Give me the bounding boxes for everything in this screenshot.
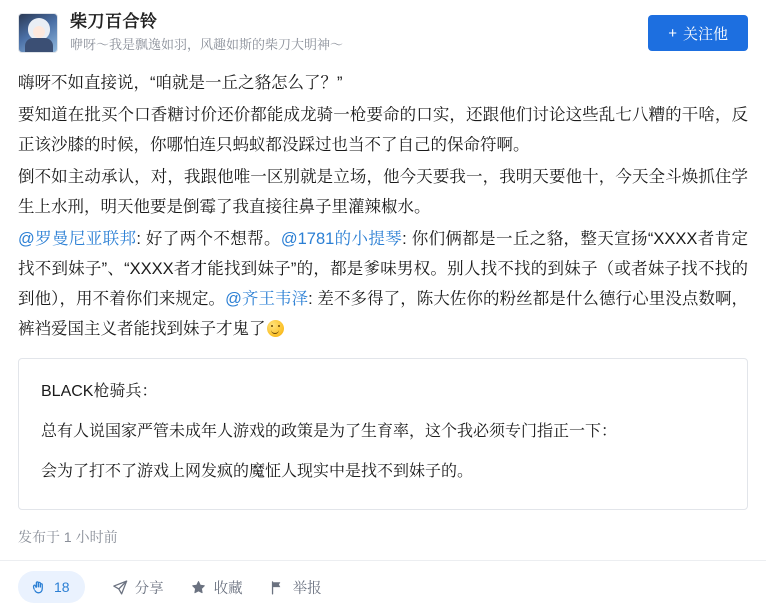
paragraph-1: 嗨呀不如直接说，“咱就是一丘之貉怎么了？” [18, 74, 343, 92]
quoted-paragraph-1: 总有人说国家严管未成年人游戏的政策是为了生育率，这个我必须专门指正一下： [41, 423, 618, 440]
share-button[interactable] [111, 577, 164, 598]
favorite-button[interactable] [190, 577, 243, 598]
like-button[interactable] [18, 571, 85, 603]
report-button[interactable] [269, 577, 322, 598]
paragraph-4 [18, 224, 748, 344]
favorite-label: 收藏 [213, 580, 243, 597]
quoted-post[interactable] [18, 358, 748, 510]
avatar[interactable] [18, 13, 58, 53]
paragraph-4-segment-1: : 好了两个不想帮。 [136, 230, 281, 248]
mention-link-2[interactable]: @1781的小提琴 [280, 230, 403, 248]
user-description: 咿呀～我是飘逸如羽，风趣如斯的柴刀大明神～ [70, 37, 344, 52]
avatar-body [25, 38, 53, 52]
flag-icon [269, 579, 286, 596]
action-bar [0, 561, 766, 603]
follow-button-label: 关注他 [682, 25, 728, 43]
follow-button[interactable] [648, 15, 748, 51]
mention-link-3[interactable]: @齐王韦泽 [225, 290, 309, 308]
clap-icon [30, 579, 47, 596]
published-time: 发布于 1 小时前 [18, 529, 118, 545]
like-count: 18 [54, 579, 70, 595]
star-icon [190, 579, 207, 596]
share-label: 分享 [134, 580, 164, 597]
post-header [0, 0, 766, 64]
paragraph-2: 要知道在批买个口香糖讨价还价都能成龙骑一枪要命的口实，还跟他们讨论这些乱七八糟的干啥，反正该沙膝的时候，你哪怕连只蚂蚁都没踩过也当不了自己的保命符啊。 [18, 106, 748, 154]
user-name[interactable]: 柴刀百合铃 [70, 12, 158, 31]
share-icon [111, 579, 128, 596]
paragraph-4-segment-2: : 你们俩都是一丘之貉，整天宣扬“XXXX者肯定找不到妹子”、“XXXX者才能找到妹子”的，都是爹味男权。别人找不找的到妹子（或者妹子找不找的到他），用不着你们来规定。 [18, 230, 748, 308]
smile-emoji-icon [267, 320, 284, 337]
quoted-post-author: BLACK枪骑兵： [41, 383, 158, 400]
user-info [70, 11, 638, 55]
post-content [0, 64, 766, 344]
paragraph-3: 倒不如主动承认，对，我跟他唯一区别就是立场，他今天要我一，我明天要他十，今天全斗焕抓住学生上水刑，明天他要是倒霉了我直接往鼻子里灌辣椒水。 [18, 168, 748, 216]
plus-icon: + [668, 24, 677, 42]
paragraph-4-segment-3: : 差不多得了，陈大佐你的粉丝都是什么德行心里没点数啊，裤裆爱国主义者能找到妹子才鬼了 [18, 290, 749, 338]
report-label: 举报 [292, 580, 322, 597]
mention-link-1[interactable]: @罗曼尼亚联邦 [18, 230, 137, 248]
quoted-paragraph-2: 会为了打不了游戏上网发疯的魔怔人现实中是找不到妹子的。 [41, 463, 474, 480]
avatar-face [33, 26, 45, 38]
